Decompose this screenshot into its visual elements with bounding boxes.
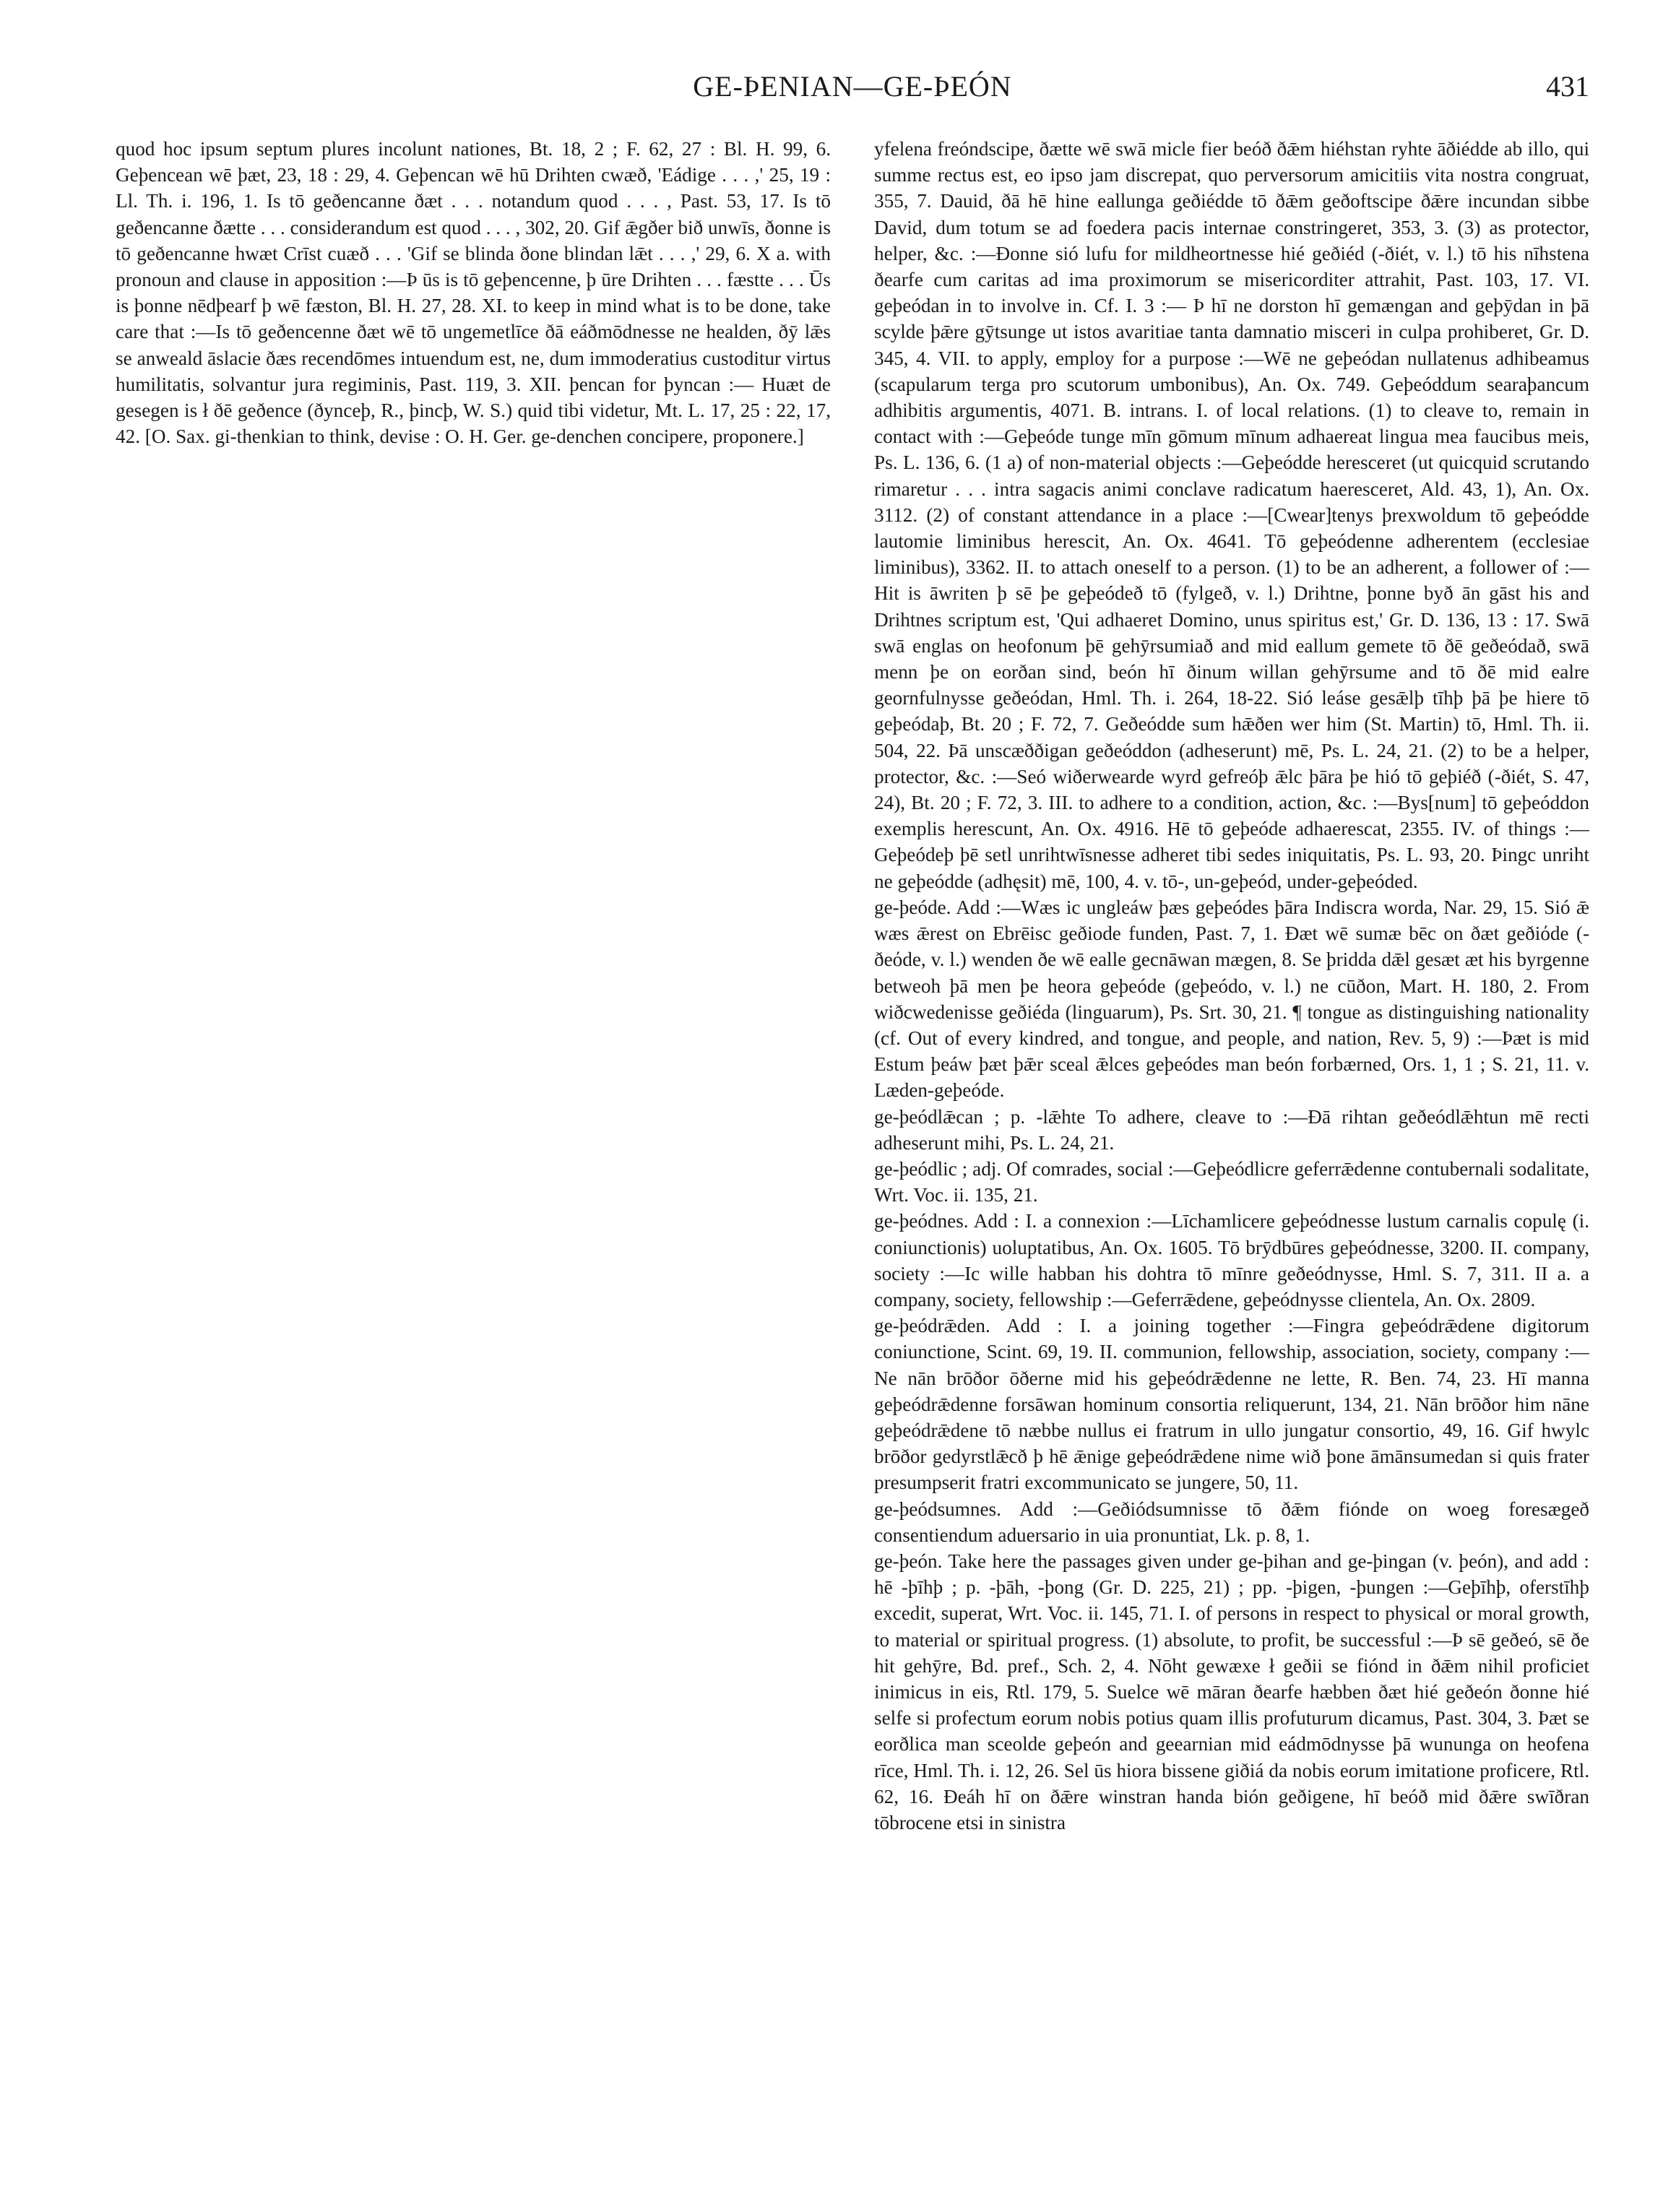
entry-paragraph: quod hoc ipsum septum plures incolunt nationes, Bt. 18, 2 ; F. 62, 27 : Bl. H. 99, 6. Geþencean wē þæt, 23, 18 : 29, 4. Geþencan wē hū Drihten cwæð, 'Eádige . . . ,' 25, 19 : Ll. Th. i. 196, 1. Is tō geðencanne ðæt . . . notandum quod . . . , Past. 53, 17. Is tō geðencanne ðætte . . . considerandum est quod . . . , 302, 20. Gif ǣgðer bið unwīs, ðonne is tō geðencanne hwæt Crīst cuæð . . . 'Gif se blinda ðone blindan lǣt . . . ,' 29, 6. X a. with pronoun and clause in apposition :—Þ ūs is tō geþencenne, þ ūre Drihten . . . fæstte . . . Ūs is þonne nēdþearf þ wē fæston, Bl. H. 27, 28. XI. to keep in mind what is to be done, take care that :—Is tō geðencenne ðæt wē tō ungemetlīce ðā eáðmōdnesse ne healden, ðȳ lǣs se anweald āslacie ðæs recendōmes intuendum est, ne, dum immoderatius custoditur virtus humilitatis, solvantur jura regiminis, Past. 119, 3. XII. þencan for þyncan :— Huæt de gesegen is ł ðē geðence (ðynceþ, R., þincþ, W. S.) quid tibi videtur, Mt. L. 17, 25 : 22, 17, 42. [O. Sax. gi-thenkian to think, devise : O. H. Ger. ge-denchen concipere, proponere.] [116, 138, 831, 448]
entry-paragraph: ge-þeódrǣden. Add : I. a joining together :—Fingra geþeódrǣdene digitorum coniunctione, Scint. 69, 19. II. communion, fellowship, association, society, company :—Ne nān brōðor ōðerne mid his geþeódrǣdenne ne lette, R. Ben. 74, 23. Hī manna geþeódrǣdenne forsāwan hominum consortia reliquerunt, 134, 21. Nān brōðor him nāne geþeódrǣdene tō næbbe nullus ei fratrum in ullo jungatur consortio, 49, 16. Gif hwylc brōðor gedyrstlǣcð þ hē ǣnige geþeódrǣdene nime wið þone āmānsumedan si quis frater presumpserit fratri excommunicato se jungere, 50, 11. [874, 1315, 1589, 1494]
entry-paragraph: ge-þeóde. Add :—Wæs ic ungleáw þæs geþeódes þāra Indiscra worda, Nar. 29, 15. Sió ǣ wæs ǣrest on Ebrēisc geðiode funden, Past. 7, 1. Ðæt wē sumæ bēc on ðæt geðiόde (-ðeόde, v. l.) wenden ðe wē ealle gecnāwan mægen, 8. Se þridda dǣl gesæt æt his byrgenne betweoh þā men þe heora geþeóde (geþeódo, v. l.) ne cūðon, Mart. H. 180, 2. From wiðcwedenisse geðiéda (linguarum), Ps. Srt. 30, 21. ¶ tongue as distinguishing nationality (cf. Out of every kindred, and tongue, and people, and nation, Rev. 5, 9) :—Þæt is mid Estum þeáw þæt þǣr sceal ǣlces geþeódes man beón forbærned, Ors. 1, 1 ; S. 21, 11. v. Læden-geþeóde. [874, 896, 1589, 1102]
right-column [874, 136, 1589, 2173]
entry-paragraph: ge-þeón. Take here the passages given under ge-þihan and ge-þingan (v. þeón), and add : hē -þīhþ ; p. -þāh, -þong (Gr. D. 225, 21) ; pp. -þigen, -þungen :—Geþīhþ, oferstīhþ excedit, superat, Wrt. Voc. ii. 145, 71. I. of persons in respect to physical or moral growth, to material or spiritual progress. (1) absolute, to profit, be successful :—Þ sē geðeó, sē ðe hit gehȳre, Bd. pref., Sch. 2, 4. Nōht gewæxe ł geðii se fiónd in ðǣm nihil proficiet inimicus in eis, Rtl. 179, 5. Suelce wē māran ðearfe hæbben ðæt hié geðeón ðonne hié selfe si profectum eorum nobis potius quam illis profuturum dicamus, Past. 304, 3. Þæt se eorðlica man sceolde geþeón and geearnian mid eádmōdnysse þā wununga on heofena rīce, Hml. Th. i. 12, 26. Sel ūs hiora bissene giðiá da nobis eorum imitatione proficere, Rtl. 62, 16. Ðeáh hī on ðǣre winstran handa bión geðigene, hī beóð mid ðǣre swīðran tōbrocene etsi in sinistra [874, 1550, 1589, 1833]
entry-paragraph: yfelena freóndscipe, ðætte wē swā micle fier beóð ðǣm hiéhstan ryhte āðiédde ab illo, qui summe rectus est, eo ipso jam discrepat, quo perversorum amicitiis vita nostra congruat, 355, 7. Dauid, ðā hē hine eallunga geðiédde tō ðǣm geðoftscipe ðǣre incundan sibbe David, dum totum se ad foedera pacis internae constringeret, 353, 3. (3) as protector, helper, &c. :—Ðonne sió lufu for mildheortnesse hié geðiéd (-ðiét, v. l.) tō his nīhstena ðearfe cum caritas ad ima proximorum se misericorditer attrahit, Past. 103, 17. VI. geþeódan in to involve in. Cf. I. 3 :— Þ hī ne dorston hī gemængan and geþȳdan in þā scylde þǣre gȳtsunge ut istos avaritiae tanta damnatio misceri in culpa prohiberet, Gr. D. 345, 4. VII. to apply, employ for a purpose :—Wē ne geþeódan nullatenus adhibeamus (scapularum terga pro scutorum umbonibus), An. Ox. 749. Geþeóddum searaþancum adhibitis argumentis, 4071. B. intrans. I. of local relations. (1) to cleave to, remain in contact with :—Geþeóde tunge mīn gōmum mīnum adhaereat lingua mea faucibus meis, Ps. L. 136, 6. (1 a) of non-material objects :—Geþeódde heresceret (ut quicquid scrutando rimaretur . . . intra sagacis animi conclave radicatum haeresceret, Ald. 43, 1), An. Ox. 3112. (2) of constant attendance in a place :—[Cwear]tenys þrexwoldum tō geþeódde lautomie liminibus herescit, An. Ox. 4641. Tō geþeódenne adherentem (ecclesiae liminibus), 3362. II. to attach oneself to a person. (1) to be an adherent, a follower of :—Hit is āwriten þ sē þe geþeódeð tō (fylgeð, v. l.) Drihtne, þonne byð ān gāst his and Drihtnes scriptum est, 'Qui adhaeret Domino, unus spiritus est,' Gr. D. 136, 13 : 17. Swā swā englas on heofonum þē gehȳrsumiað and mid eallum gemete tō ðē geðeódað, swā menn þe on eorðan sind, beón hī ðinum willan gehȳrsume and tō ðē mid ealre geornfulnysse geðeódan, Hml. Th. i. 264, 18-22. Sió leáse gesǣlþ tīhþ þā þe hiere tō geþeódaþ, Bt. 20 ; F. 72, 7. Geðeódde sum hǣðen wer him (St. Martin) tō, Hml. Th. ii. 504, 22. Þā unscæððigan geðeóddon (adheserunt) mē, Ps. L. 24, 21. (2) to be a helper, protector, &c. :—Seó wiðerwearde wyrd gefreóþ ǣlc þāra þe hió tō geþiéð (-ðiét, S. 47, 24), Bt. 20 ; F. 72, 3. III. to adhere to a condition, action, &c. :—Bys[num] tō geþeóddon exemplis herescunt, An. Ox. 4916. Hē tō geþeóde adhaerescat, 2355. IV. of things :—Geþeódeþ þē setl unrihtwīsnesse adheret tibi sedes iniquitatis, Ps. L. 93, 20. Þingc unriht ne geþeódde (adhęsit) mē, 100, 4. v. tō-, un-geþeód, under-geþeóded. [874, 138, 1589, 892]
left-column [116, 136, 831, 2173]
entry-paragraph: ge-þeódsumnes. Add :—Geðiódsumnisse tō ðǣm fiónde on woeg foresægeð consentiendum aduersario in uia pronuntiat, Lk. p. 8, 1. [874, 1498, 1589, 1546]
entry-paragraph: ge-þeódnes. Add : I. a connexion :—Līchamlicere geþeódnesse lustum carnalis copulę (i. coniunctionis) uoluptatibus, An. Ox. 1605. Tō brȳdbūres geþeódnesse, 3200. II. company, society :—Ic wille habban his dohtra tō mīnre geðeódnysse, Hml. S. 7, 311. II a. a company, society, fellowship :—Geferrǣdene, geþeódnysse clientela, An. Ox. 2809. [874, 1210, 1589, 1310]
page-number: 431 [1546, 70, 1589, 103]
dictionary-columns [116, 136, 1589, 2173]
entry-paragraph: ge-þeódlic ; adj. Of comrades, social :—Geþeódlicre geferrǣdenne contubernali sodalitate, Wrt. Voc. ii. 135, 21. [874, 1157, 1589, 1206]
entry-paragraph: ge-þeódlǣcan ; p. -lǣhte To adhere, cleave to :—Ðā rihtan geðeódlǣhtun mē recti adheserunt mihi, Ps. L. 24, 21. [874, 1105, 1589, 1154]
page-header [116, 69, 1589, 113]
page-title: GE-ÞENIAN—GE-ÞEÓN [693, 70, 1012, 103]
